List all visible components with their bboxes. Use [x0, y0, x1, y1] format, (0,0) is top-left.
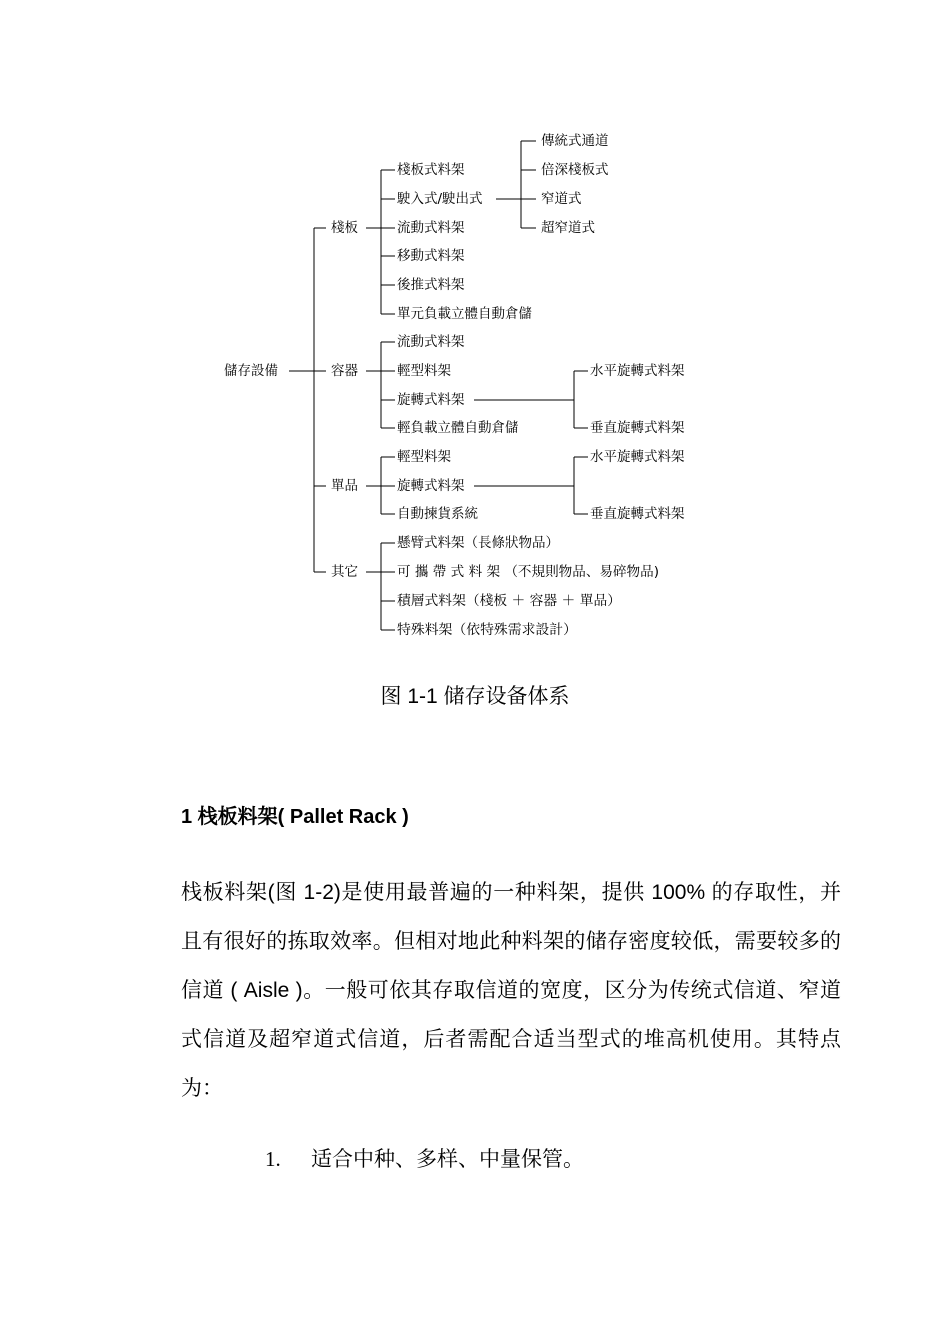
pallet-item: 駛入式/駛出式: [397, 191, 483, 207]
pallet-item: 流動式料架: [397, 220, 465, 236]
group-single-item-label: 單品: [331, 478, 358, 494]
other-item: 懸臂式料架（長條狀物品）: [397, 535, 559, 551]
list-item-text: 适合中种、多样、中量保管。: [311, 1147, 584, 1171]
other-item: 可 攜 帶 式 料 架 （不規則物品、易碎物品): [397, 564, 658, 580]
aisle-type-item: 窄道式: [541, 191, 582, 207]
rotation-type-item: 垂直旋轉式料架: [590, 420, 685, 436]
container-item: 流動式料架: [397, 334, 465, 350]
aisle-type-item: 傳統式通道: [541, 133, 609, 149]
single-item-entry: 輕型料架: [397, 449, 451, 465]
rotation-type-item: 水平旋轉式料架: [590, 363, 685, 379]
other-item: 積層式料架（棧板 ＋ 容器 ＋ 單品）: [397, 593, 617, 609]
list-item-number: 1.: [265, 1147, 281, 1171]
figure-caption: 图 1-1 储存设备体系: [380, 685, 570, 708]
aisle-type-item: 超窄道式: [541, 220, 595, 236]
group-other-label: 其它: [331, 564, 358, 580]
single-item-entry: 自動揀貨系統: [397, 506, 478, 522]
section-paragraph: 栈板料架(图 1-2)是使用最普遍的一种料架，提供 100% 的存取性，并且有很好的拣取效率。但相对地此种料架的储存密度较低，需要较多的信道 ( Aisle )。一般可依其存取信道的宽度，区分为传统式信道、窄道式信道及超窄道式信道，后者需配合适当型式的堆高机使用。其特点为：: [181, 881, 841, 1100]
pallet-item: 單元負載立體自動倉儲: [397, 306, 532, 322]
aisle-type-item: 倍深棧板式: [541, 162, 609, 178]
feature-list: [265, 1143, 584, 1173]
other-item: 特殊料架（依特殊需求設計）: [397, 622, 573, 638]
storage-equipment-tree-diagram: [0, 0, 950, 670]
tree-connector-lines: [289, 141, 588, 630]
rotation-type-item: 垂直旋轉式料架: [590, 506, 685, 522]
container-item: 輕型料架: [397, 363, 451, 379]
pallet-item: 後推式料架: [397, 277, 465, 293]
group-pallet-label: 棧板: [331, 220, 358, 236]
container-item: 輕負載立體自動倉儲: [397, 420, 519, 436]
list-item: [265, 1143, 584, 1173]
container-item: 旋轉式料架: [397, 392, 465, 408]
root-node-label: 儲存設備: [224, 363, 278, 379]
pallet-item: 棧板式料架: [397, 162, 465, 178]
rotation-type-item: 水平旋轉式料架: [590, 449, 685, 465]
single-item-entry: 旋轉式料架: [397, 478, 465, 494]
pallet-item: 移動式料架: [397, 248, 465, 264]
group-container-label: 容器: [331, 363, 358, 379]
section-heading: 1 栈板料架( Pallet Rack ): [181, 806, 409, 828]
